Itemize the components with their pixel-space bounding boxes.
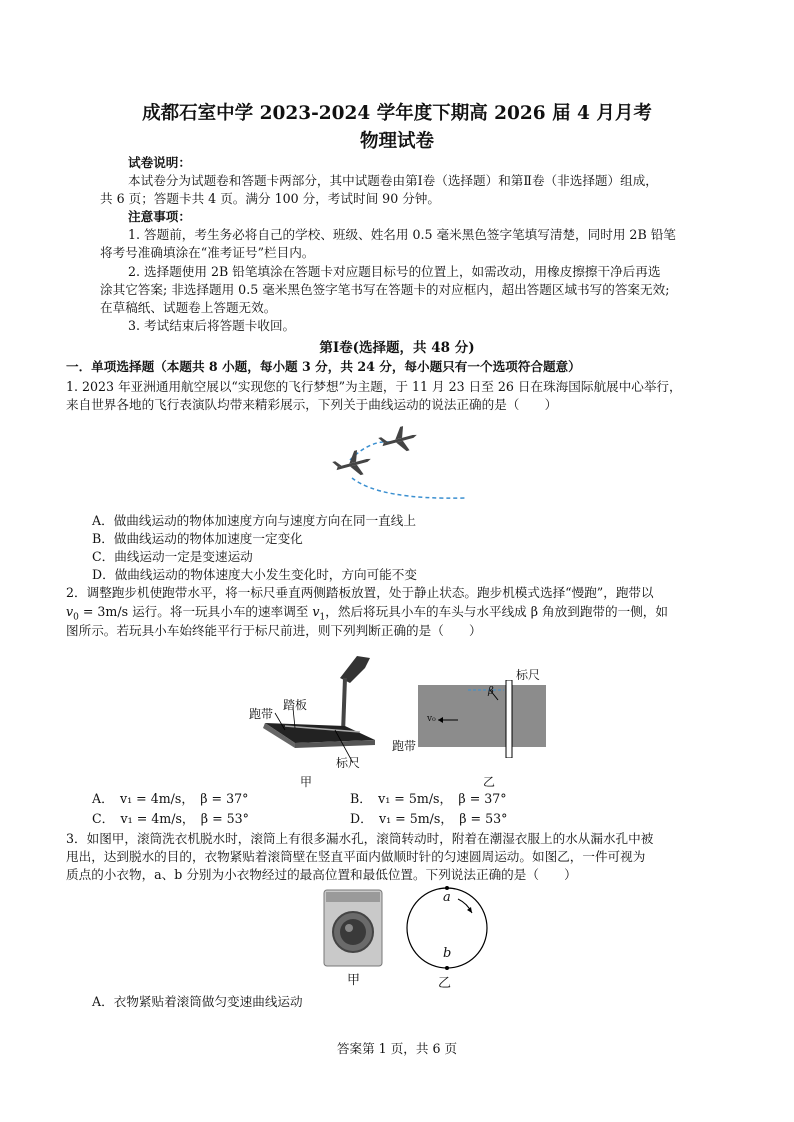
notice-heading: 注意事项： — [128, 209, 191, 224]
q2-caption-yi: 乙 — [483, 775, 496, 789]
fig-label-v0: v₀ — [427, 714, 436, 724]
belt-topview-figure — [418, 680, 548, 758]
notice-3: 3. 考试结束后将答题卡收回。 — [128, 318, 296, 333]
q2-option-a: A． v₁ = 4m/s， β = 37° — [92, 791, 249, 806]
exam-title-line1: 成都石室中学 2023-2024 学年度下期高 2026 届 4 月月考 — [142, 103, 652, 124]
q1-option-d: D．做曲线运动的物体速度大小发生变化时，方向可能不变 — [92, 567, 417, 582]
fig-label-belt: 跑带 — [249, 707, 274, 721]
q2-option-d: D． v₁ = 5m/s， β = 53° — [350, 811, 508, 826]
fig-label-ruler: 标尺 — [336, 756, 361, 770]
exam-title-line2: 物理试卷 — [359, 131, 434, 152]
airplane-icon-right — [377, 423, 420, 457]
page-footer: 答案第 1 页，共 6 页 — [336, 1041, 458, 1056]
q2-line2: $v_0 = 3m/s$ 运行。将一玩具小车的速率调至 $v_1$，然后将玩具小车的车头与水平线成 β 角放到跑带的一侧，如 — [66, 604, 668, 623]
notice-1b: 将考号准确填涂在“准考证号”栏目内。 — [100, 245, 315, 260]
q3-line3: 质点的小衣物，a、b 分别为小衣物经过的最高位置和最低位置。下列说法正确的是（ ） — [66, 867, 577, 882]
flight-path-lower — [352, 478, 465, 498]
fig-label-b: b — [443, 946, 452, 961]
point-b — [445, 966, 449, 970]
ruler-bar — [506, 680, 512, 758]
q1-line2: 来自世界各地的飞行表演队均带来精彩展示，下列关于曲线运动的说法正确的是（ ） — [66, 397, 558, 412]
instructions-p1b: 共 6 页；答题卡共 4 页。满分 100 分，考试时间 90 分钟。 — [100, 191, 440, 206]
belt-surface — [418, 685, 546, 747]
q1-option-a: A．做曲线运动的物体加速度方向与速度方向在同一直线上 — [92, 513, 416, 528]
q3-line1: 3．如图甲，滚筒洗衣机脱水时，滚筒上有很多漏水孔，滚筒转动时，附着在潮湿衣服上的水从漏水孔中被 — [66, 831, 654, 846]
q2-caption-jia: 甲 — [300, 775, 313, 789]
part1-heading: 一．单项选择题（本题共 8 小题，每小题 3 分，共 24 分，每小题只有一个选项符合题意） — [66, 359, 581, 374]
q2-line1: 2．调整跑步机使跑带水平，将一标尺垂直两侧踏板放置，处于静止状态。跑步机模式选择“慢跑”，跑带以 — [66, 585, 654, 600]
fig-label-pedal: 踏板 — [283, 698, 308, 712]
q3-caption-yi: 乙 — [438, 976, 452, 991]
fig-label-ruler2: 标尺 — [516, 668, 541, 682]
q3-line2: 甩出，达到脱水的目的，衣物紧贴着滚筒壁在竖直平面内做顺时针的匀速圆周运动。如图乙，一件可视为 — [66, 849, 646, 864]
q1-option-b: B．做曲线运动的物体加速度一定变化 — [92, 531, 303, 546]
notice-2a: 2. 选择题使用 2B 铅笔填涂在答题卡对应题目标号的位置上，如需改动，用橡皮擦擦干净后再选 — [128, 264, 661, 279]
q1-option-c: C．曲线运动一定是变速运动 — [92, 549, 253, 564]
q1-line1: 1. 2023 年亚洲通用航空展以“实现您的飞行梦想”为主题，于 11 月 23 日至 26 日在珠海国际航展中心举行， — [66, 379, 682, 394]
fig-label-belt2: 跑带 — [392, 739, 417, 753]
notice-2b: 涂其它答案; 非选择题用 0.5 毫米黑色签字笔书写在答题卡的对应框内，超出答题区域书写的答案无效; — [100, 282, 670, 297]
q2-option-c: C． v₁ = 4m/s， β = 53° — [92, 811, 249, 826]
section-title: 第Ⅰ卷(选择题，共 48 分) — [319, 340, 475, 356]
q3-option-a: A．衣物紧贴着滚筒做匀变速曲线运动 — [92, 994, 303, 1009]
instructions-heading: 试卷说明： — [128, 155, 191, 170]
washing-machine-figure — [322, 888, 384, 968]
airplanes-figure — [320, 420, 480, 505]
notice-2c: 在草稿纸、试题卷上答题无效。 — [100, 300, 277, 315]
fig-label-a: a — [443, 890, 451, 905]
airplane-icon-left — [331, 447, 374, 481]
treadmill-post — [343, 678, 345, 733]
q3-caption-jia: 甲 — [347, 973, 361, 988]
instructions-p1a: 本试卷分为试题卷和答题卡两部分，其中试题卷由第Ⅰ卷（选择题）和第Ⅱ卷（非选择题）组成， — [128, 173, 658, 188]
notice-1a: 1. 答题前，考生务必将自己的学校、班级、姓名用 0.5 毫米黑色签字笔填写清楚，同时用 2B 铅笔 — [128, 227, 676, 242]
fig-label-beta: β — [488, 686, 494, 697]
treadmill-belt — [265, 723, 375, 743]
q2-option-b: B． v₁ = 5m/s， β = 37° — [350, 791, 507, 806]
q2-line3: 图所示。若玩具小车始终能平行于标尺前进，则下列判断正确的是（ ） — [66, 623, 482, 638]
